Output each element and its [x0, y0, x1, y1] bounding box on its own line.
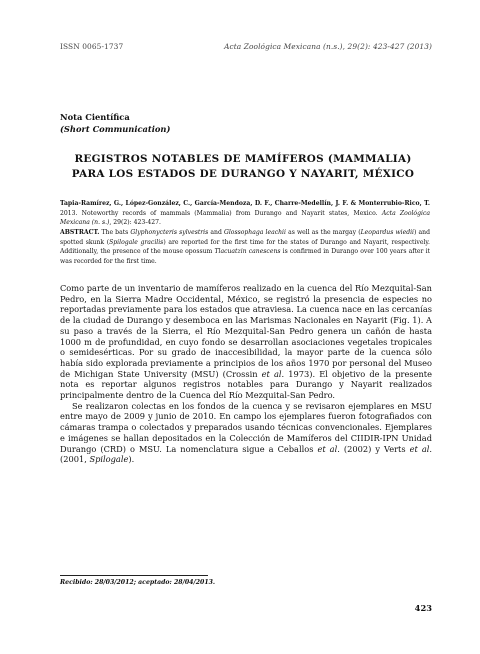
species-name: Spilogale gracilis — [109, 238, 164, 246]
abstract-text: The bats — [99, 229, 131, 236]
species-name: Glyphonycteris sylvestris — [130, 229, 209, 236]
et-al: et al. — [409, 443, 433, 454]
citation-pages: , 29(2): 423-427. — [109, 219, 161, 227]
abstract-text: is confirmed in Durango over 100 years after it was recorded for the first time. — [60, 248, 430, 265]
note-type-english: (Short Communication) — [60, 124, 171, 134]
body-text: Se realizaron colectas en los fondos de la cuenca y se revisaron ejemplares en MSU entre mayo de 2009 y junio de 2010. En campo los ejemplares fueron fotografiados con cámaras trampa o colectados y preparados usando técnicas convencionales. Ejemplares e imágenes se hallan depositados en la Colección de Mamíferos del CIIDIR-IPN Unidad Durango (CRD) o MSU. La nomenclatura sigue a Ceballos — [60, 400, 432, 454]
body-text: ). — [128, 454, 135, 465]
body-paragraph-1 — [60, 283, 432, 401]
body-text: (2001, — [60, 454, 90, 465]
species-name: Leopardus wiedii — [360, 229, 415, 236]
journal-header: Acta Zoológica Mexicana (n.s.), 29(2): 423-427 (2013) — [224, 42, 432, 51]
species-name: Tlacuatzin canescens — [214, 248, 281, 256]
body-text: (2002) y Verts — [339, 443, 410, 454]
article-title — [60, 152, 426, 182]
title-line-1: REGISTROS NOTABLES DE MAMÍFEROS (MAMMALIA) — [74, 153, 412, 165]
citation-text: 2013. Noteworthy records of mammals (Mammalia) from Durango and Nayarit states, Mexico. — [60, 209, 382, 217]
footnote-rule — [60, 575, 208, 576]
et-al: et al. — [317, 443, 340, 454]
abstract-text: ) and spotted skunk ( — [60, 229, 430, 246]
citation — [60, 199, 430, 228]
abstract-text: and — [208, 229, 224, 236]
citation-journal: Acta Zoológica Mexicana (n. s.) — [60, 209, 430, 227]
page-number: 423 — [414, 603, 432, 613]
issn-header: ISSN 0065-1737 — [60, 42, 124, 51]
article-body — [60, 283, 432, 465]
species-name: Glossophaga leachii — [223, 229, 286, 236]
body-paragraph-2 — [60, 401, 432, 465]
abstract-text: ) are reported for the first time for the states of Durango and Nayarit, respectively. Additionally, the presence of the mouse opossum — [60, 238, 430, 256]
abstract-text: as well as the margay ( — [285, 229, 361, 236]
genus-name: Spilogale — [89, 454, 129, 465]
et-al: et al. — [261, 368, 285, 379]
title-line-2: PARA LOS ESTADOS DE DURANGO Y NAYARIT, MÉXICO — [71, 168, 415, 180]
abstract-label: ABSTRACT. — [60, 229, 100, 236]
abstract — [60, 228, 430, 266]
received-dates: Recibido: 28/03/2012; aceptado: 28/04/2013. — [60, 579, 216, 586]
body-text: Como parte de un inventario de mamíferos realizado en la cuenca del Río Mezquital-San Pedro, en la Sierra Madre Occidental, México, se registró la presencia de especies no reportadas previamente para los estados que atraviesa. La cuenca nace en las cercanías de la ciudad de Durango y desemboca en las Marismas Nacionales en Nayarit (Fig. 1). A su paso a través de la Sierra, el Río Mezquital-San Pedro genera un cañón de hasta 1000 m de profundidad, en cuyo fondo se desarrollan asociaciones vegetales tropicales o semidesérticas. Por su grado de inaccesibilidad, la mayor parte de la cuenca sólo había sido explorada previamente a principios de los años 1970 por personal del Museo de Michigan State University (MSU) (Crossin — [60, 283, 432, 379]
body-text: 1973). El objetivo de la presente nota es reportar algunos registros notables para Durango y Nayarit realizados principalmente dentro de la Cuenca del Río Mezquital-San Pedro. — [60, 368, 432, 401]
citation-authors: Tapia-Ramírez, G., López-González, C., García-Mendoza, D. F., Charre-Medellín, J. F. & Monterrubio-Rico, T. — [60, 200, 430, 207]
note-type-spanish: Nota Científica — [60, 112, 130, 122]
